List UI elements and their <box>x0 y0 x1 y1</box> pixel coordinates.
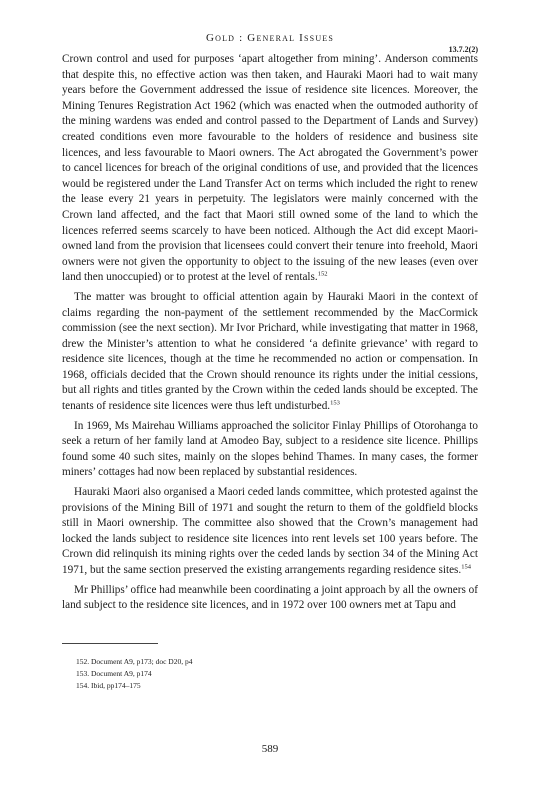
paragraph-text: Mr Phillips’ office had meanwhile been coordinating a joint approach by all the owners of land subject to the residence site licences, and in 1972 over 100 owners met at Tapu and <box>62 583 478 612</box>
paragraph-2 <box>62 290 478 415</box>
paragraph-text: In 1969, Ms Mairehau Williams approached the solicitor Finlay Phillips of Otorohanga to seek a return of her family land at Amodeo Bay, subject to a residence site licence. Phillips found some 40 such sites, mainly on the slopes behind Thames. In many cases, the former miners’ cottages had now been replaced by substantial residences. <box>62 419 478 479</box>
running-head: Gold : General Issues <box>205 32 335 44</box>
paragraph-text: Crown control and used for purposes ‘apart altogether from mining’. Anderson comments that despite this, no effective action was then taken, and Hauraki Maori had to wait many years before the Government addressed the issue of residence site licences. Moreover, the Mining Tenures Registration Act 1962 (which was enacted when the outmoded authority of the mining wardens was ended and control passed to the Department of Lands and Survey) created conditions even more favourable to the holders of residence and business site licences, and less favourable to Maori owners. The Act abrogated the Government’s power to cancel licences for breach of the original conditions of use, and provided that the licences would be registered under the Land Transfer Act on terms which included the right to renew the lease every 21 years in perpetuity. The legislators were mainly concerned with the Crown land affected, and the fact that Maori still owned some of the land to which the licences referred seems scarcely to have been noticed. Although the Act did except Maori-owned land from the provision that licensees could convert their tenure into freehold, Maori owners were not given the opportunity to object to the issuing of the new leases (even over land then unoccupied) or to protest at the level of rentals. <box>62 53 478 284</box>
footnote-reference[interactable]: 152 <box>317 270 328 278</box>
paragraph-text: The matter was brought to official attention again by Hauraki Maori in the context of claims regarding the non-payment of the settlement recommended by the MacCormick commission (see the next section). Mr Ivor Prichard, while investigating that matter in 1968, drew the Minister’s attention to what he considered ‘a definite grievance’ with regard to residence site licences, though at the time he recommended no action or compensation. In 1968, officials decided that the Crown should renounce its rights under the initial cessions, but all rights and titles granted by the Crown within the ceded lands should be excepted. The tenants of residence site licences were thus left undisturbed. <box>62 290 478 413</box>
footnotes <box>76 656 192 692</box>
section-number: 13.7.2(2) <box>448 45 478 54</box>
footnote-154: 154. Ibid, pp174–175 <box>76 681 141 690</box>
footnote-153: 153. Document A9, p174 <box>76 669 152 678</box>
footnote-152: 152. Document A9, p173; doc D20, p4 <box>76 657 193 666</box>
footnote-reference[interactable]: 153 <box>330 399 340 407</box>
page-number: 589 <box>261 743 279 755</box>
paragraph-3 <box>62 419 478 481</box>
paragraph-4 <box>62 485 478 579</box>
footnote-reference[interactable]: 154 <box>461 563 471 571</box>
paragraph-1 <box>62 52 478 286</box>
paragraph-text: Hauraki Maori also organised a Maori ceded lands committee, which protested against the provisions of the Mining Bill of 1971 and sought the return to them of the goldfield blocks still in Maori ownership. The committee also showed that the Crown’s management had locked the lands subject to residence site licences into rent levels set 100 years before. The Crown did relinquish its mining rights over the ceded lands by section 34 of the Mining Act 1971, but the same section preserved the existing arrangements regarding residence sites. <box>62 486 478 576</box>
footnote-divider <box>62 643 158 644</box>
paragraph-5 <box>62 583 478 614</box>
body-text <box>62 52 478 618</box>
